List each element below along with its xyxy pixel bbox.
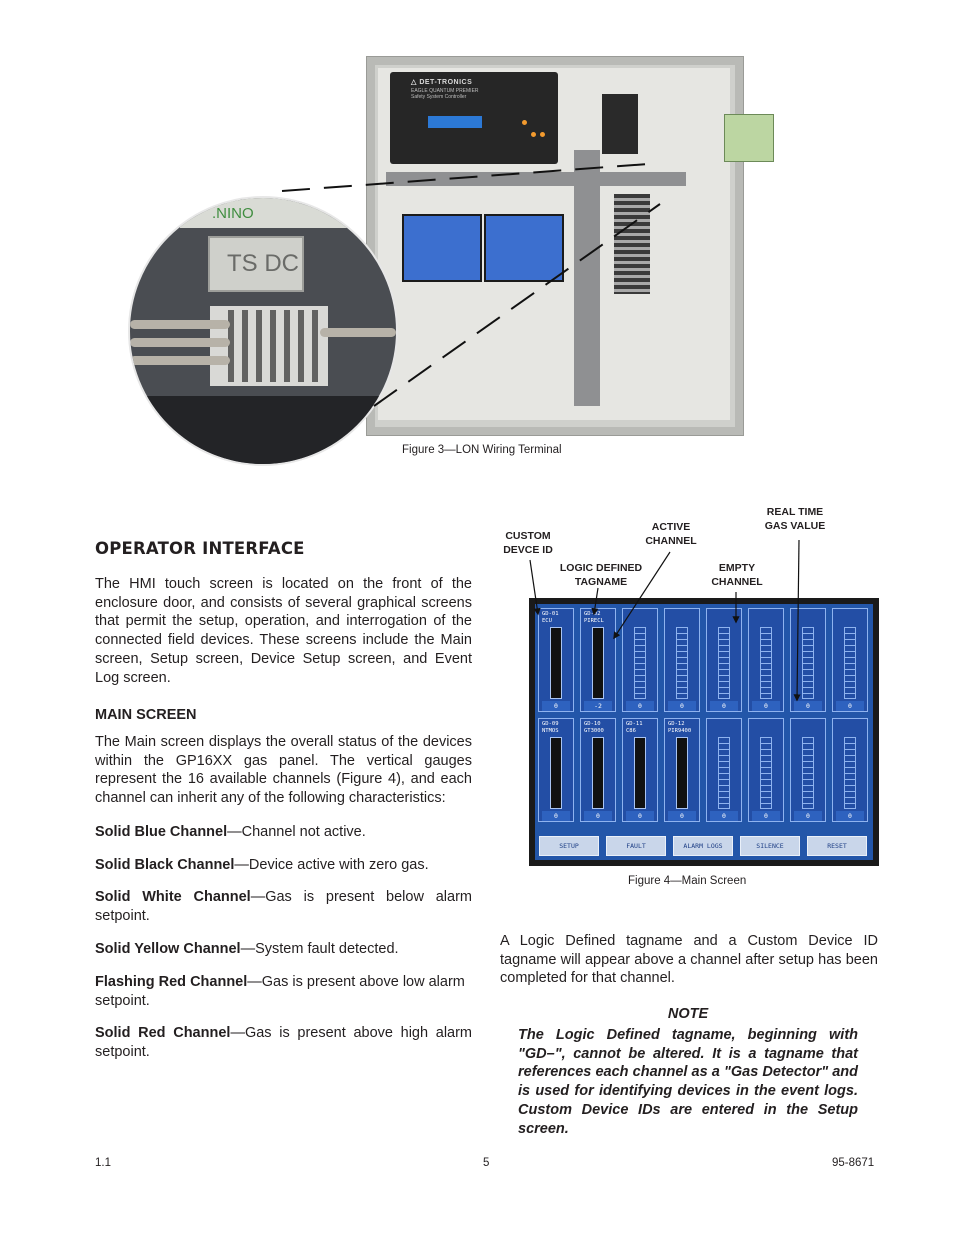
active-gauge-bar bbox=[634, 737, 646, 809]
empty-gauge-bar bbox=[844, 737, 856, 809]
channel-gas-value: 0 bbox=[542, 811, 570, 821]
main-screen-paragraph: The Main screen displays the overall status of the devices within the GP16XX gas panel. The vertical gauges represent the 16 available channels (Figure 4), and each channel can inherit any of the following characteristics: bbox=[95, 734, 472, 807]
channel-gauge[interactable] bbox=[832, 608, 868, 712]
arrow-real-time-value bbox=[797, 540, 799, 700]
channel-gas-value: 0 bbox=[794, 811, 822, 821]
footer-revision: 1.1 bbox=[95, 1157, 111, 1169]
figure-3-photo bbox=[128, 54, 748, 464]
active-gauge-bar bbox=[592, 737, 604, 809]
footer-document-number: 95-8671 bbox=[832, 1157, 875, 1169]
screen-button-reset[interactable]: RESET bbox=[807, 836, 867, 856]
footer-page-number: 5 bbox=[483, 1157, 490, 1169]
channel-gauge[interactable] bbox=[748, 718, 784, 822]
definition-desc: —Gas is present above high alarm setpoint. bbox=[95, 1025, 473, 1060]
definition-item bbox=[95, 856, 472, 875]
figure-4-caption: Figure 4—Main Screen bbox=[628, 875, 747, 887]
channel-gas-value: 0 bbox=[542, 701, 570, 711]
definition-item bbox=[95, 973, 472, 1010]
definition-term: Solid Blue Channel bbox=[95, 824, 228, 840]
channel-gas-value: 0 bbox=[836, 811, 864, 821]
callout-empty-channel: EMPTY CHANNEL bbox=[711, 562, 763, 588]
channel-gas-value: 0 bbox=[836, 701, 864, 711]
channel-gas-value: 0 bbox=[626, 811, 654, 821]
callout-logic-tagname: LOGIC DEFINED TAGNAME bbox=[559, 562, 643, 588]
channel-gas-value: 0 bbox=[668, 701, 696, 711]
channel-gauge[interactable] bbox=[706, 718, 742, 822]
channel-gauge[interactable] bbox=[622, 718, 658, 822]
definition-term: Solid Black Channel bbox=[95, 857, 235, 873]
definition-term: Solid Yellow Channel bbox=[95, 941, 241, 957]
controller-model-line: EAGLE QUANTUM PREMIER bbox=[411, 88, 479, 94]
channel-gas-value: -2 bbox=[584, 701, 612, 711]
arrow-active-channel bbox=[614, 552, 670, 638]
callout-custom-device-id: CUSTOM DEVCE ID bbox=[503, 530, 553, 556]
definition-term: Solid Red Channel bbox=[95, 1025, 231, 1041]
definition-desc: —Device active with zero gas. bbox=[234, 857, 429, 873]
screen-button-silence[interactable]: SILENCE bbox=[740, 836, 800, 856]
definition-item bbox=[95, 888, 472, 925]
definition-item bbox=[95, 1024, 472, 1061]
screen-button-alarm-logs[interactable]: ALARM LOGS bbox=[673, 836, 733, 856]
figure-3-caption: Figure 3—LON Wiring Terminal bbox=[402, 444, 562, 456]
definition-desc: —Gas is present below alarm setpoint. bbox=[95, 889, 472, 924]
arrow-custom-id bbox=[530, 560, 538, 614]
controller-subtitle-line: Safety System Controller bbox=[411, 94, 467, 100]
empty-gauge-bar bbox=[718, 737, 730, 809]
definition-term: Solid White Channel bbox=[95, 889, 251, 905]
definition-desc: —Channel not active. bbox=[227, 824, 366, 840]
definition-desc: —System fault detected. bbox=[240, 941, 399, 957]
terminal-label-text: TS DC bbox=[227, 250, 299, 277]
note-body: The Logic Defined tagname, beginning with "GD–", cannot be altered. It is a tagname that references each channel as a "Gas Detector" and is used for identifying devices in the event logs. Custom Device IDs are entered in the Setup screen. bbox=[518, 1027, 858, 1137]
leader-line-bottom bbox=[374, 204, 660, 406]
definition-term: Flashing Red Channel bbox=[95, 974, 248, 990]
closeup-corner-text: .NINO bbox=[212, 205, 254, 222]
channel-tagname: GD-12 PIR9400 bbox=[668, 721, 692, 734]
main-screen-subheading: MAIN SCREEN bbox=[95, 707, 197, 723]
channel-gas-value: 0 bbox=[584, 811, 612, 821]
definition-item bbox=[95, 823, 472, 842]
screen-button-fault[interactable]: FAULT bbox=[606, 836, 666, 856]
callout-real-time-gas-value: REAL TIME GAS VALUE bbox=[764, 506, 826, 532]
empty-gauge-bar bbox=[760, 737, 772, 809]
active-gauge-bar bbox=[550, 737, 562, 809]
channel-tagname: GD-02 PIRECL bbox=[584, 611, 604, 624]
channel-gas-value: 0 bbox=[668, 811, 696, 821]
intro-paragraph: The HMI touch screen is located on the front of the enclosure door, and consists of several graphical screens that permit the setup, operation, and interrogation of the connected field devices. These screens include the Main screen, Setup screen, Device Setup screen, and Event Log screen. bbox=[95, 576, 472, 686]
definition-item bbox=[95, 940, 472, 959]
channel-gauge[interactable] bbox=[538, 718, 574, 822]
controller-brand: △ DET-TRONICS bbox=[411, 79, 473, 86]
channel-gas-value: 0 bbox=[794, 701, 822, 711]
channel-tagname: GD-09 NTMOS bbox=[542, 721, 559, 734]
callout-arrows bbox=[520, 540, 820, 720]
channel-tagname: GD-11 C86 bbox=[626, 721, 643, 734]
channel-gas-value: 0 bbox=[752, 811, 780, 821]
zoom-leader-lines bbox=[128, 54, 748, 464]
definition-desc: —Gas is present above low alarm setpoint. bbox=[95, 974, 465, 1009]
channel-gauge[interactable] bbox=[832, 718, 868, 822]
callout-active-channel: ACTIVE CHANNEL bbox=[645, 521, 697, 547]
section-heading: OPERATOR INTERFACE bbox=[95, 539, 305, 558]
channel-gas-value: 0 bbox=[752, 701, 780, 711]
leader-line-top bbox=[282, 164, 648, 191]
channel-gas-value: 0 bbox=[710, 811, 738, 821]
empty-gauge-bar bbox=[802, 737, 814, 809]
tagname-paragraph: A Logic Defined tagname and a Custom Device ID tagname will appear above a channel after setup has been completed for that channel. bbox=[500, 933, 878, 987]
arrow-logic-tagname bbox=[594, 588, 598, 614]
channel-tagname: GD-01 ECU bbox=[542, 611, 559, 624]
channel-tagname: GD-10 GT3000 bbox=[584, 721, 604, 734]
channel-gauge[interactable] bbox=[580, 718, 616, 822]
note-heading: NOTE bbox=[667, 1006, 709, 1022]
channel-gauge[interactable] bbox=[790, 718, 826, 822]
empty-gauge-bar bbox=[844, 627, 856, 699]
channel-gas-value: 0 bbox=[626, 701, 654, 711]
active-gauge-bar bbox=[676, 737, 688, 809]
channel-gas-value: 0 bbox=[710, 701, 738, 711]
channel-gauge[interactable] bbox=[664, 718, 700, 822]
screen-button-setup[interactable]: SETUP bbox=[539, 836, 599, 856]
